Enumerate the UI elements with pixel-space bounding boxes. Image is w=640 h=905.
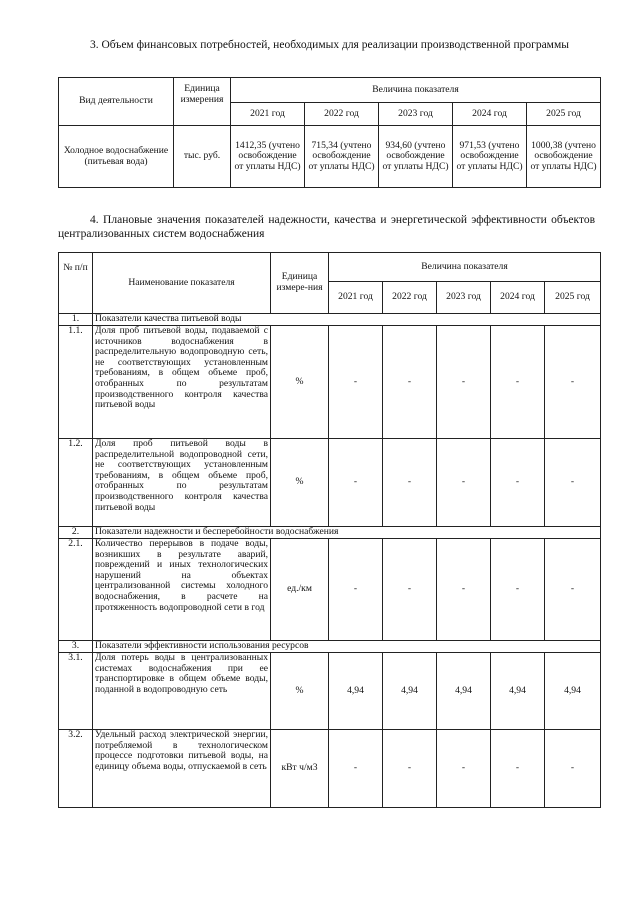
header-year: 2022 год bbox=[305, 103, 379, 126]
row-num: 1.1. bbox=[59, 326, 93, 439]
group-row bbox=[59, 527, 601, 539]
cell-value: 1000,38 (учтено освобождение от уплаты НДС) bbox=[527, 126, 601, 188]
header-num: № п/п bbox=[59, 253, 93, 314]
header-value: Величина показателя bbox=[231, 78, 601, 103]
row-unit: % bbox=[271, 326, 329, 439]
group-num: 2. bbox=[59, 527, 93, 539]
table-row bbox=[59, 730, 601, 808]
row-name: Удельный расход электрической энергии, потребляемой в технологическом процессе подготовки питьевой воды, на единицу объема воды, отпускаемой в сеть bbox=[93, 730, 271, 808]
row-value: 4,94 bbox=[329, 653, 383, 730]
header-year: 2021 год bbox=[329, 282, 383, 314]
row-value: - bbox=[545, 730, 601, 808]
row-num: 3.1. bbox=[59, 653, 93, 730]
header-name: Наименование показателя bbox=[93, 253, 271, 314]
row-value: - bbox=[329, 730, 383, 808]
row-unit: % bbox=[271, 653, 329, 730]
header-unit: Единица измере-ния bbox=[271, 253, 329, 314]
row-num: 1.2. bbox=[59, 439, 93, 527]
header-activity: Вид деятельности bbox=[59, 78, 174, 126]
row-value: - bbox=[383, 730, 437, 808]
cell-value: 971,53 (учтено освобождение от уплаты НДС) bbox=[453, 126, 527, 188]
financial-needs-table bbox=[58, 77, 601, 188]
group-num: 3. bbox=[59, 641, 93, 653]
row-value: - bbox=[491, 539, 545, 641]
row-value: - bbox=[383, 539, 437, 641]
group-title: Показатели надежности и бесперебойности водоснабжения bbox=[93, 527, 601, 539]
header-year: 2022 год bbox=[383, 282, 437, 314]
header-year: 2025 год bbox=[527, 103, 601, 126]
header-year: 2023 год bbox=[379, 103, 453, 126]
row-name: Доля проб питьевой воды, подаваемой с источников водоснабжения в распределительную водопроводную сеть, не соответствующих установленным требованиям, в общем объеме проб, отобранных по результатам производственного контроля качества питьевой воды bbox=[93, 326, 271, 439]
row-num: 2.1. bbox=[59, 539, 93, 641]
row-value: - bbox=[437, 539, 491, 641]
row-value: - bbox=[545, 326, 601, 439]
group-num: 1. bbox=[59, 314, 93, 326]
header-unit: Единица измерения bbox=[174, 78, 231, 126]
section-4-title: 4. Плановые значения показателей надежности, качества и энергетической эффективности объектов централизованных систем водоснабжения bbox=[58, 214, 595, 240]
row-unit: ед./км bbox=[271, 539, 329, 641]
group-row bbox=[59, 641, 601, 653]
group-row bbox=[59, 314, 601, 326]
row-value: - bbox=[437, 730, 491, 808]
row-name: Доля проб питьевой воды в распределительной водопроводной сети, не соответствующих установленным требованиям, в общем объеме проб, отобранных по результатам производственного контроля качества питьевой воды bbox=[93, 439, 271, 527]
cell-value: 715,34 (учтено освобождение от уплаты НДС) bbox=[305, 126, 379, 188]
group-title: Показатели эффективности использования ресурсов bbox=[93, 641, 601, 653]
row-value: - bbox=[545, 439, 601, 527]
table-row bbox=[59, 653, 601, 730]
row-value: - bbox=[329, 539, 383, 641]
row-unit: кВт ч/м3 bbox=[271, 730, 329, 808]
row-value: - bbox=[437, 326, 491, 439]
header-year: 2021 год bbox=[231, 103, 305, 126]
row-value: - bbox=[329, 326, 383, 439]
row-value: - bbox=[329, 439, 383, 527]
cell-unit: тыс. руб. bbox=[174, 126, 231, 188]
cell-value: 1412,35 (учтено освобождение от уплаты НДС) bbox=[231, 126, 305, 188]
row-value: 4,94 bbox=[437, 653, 491, 730]
table-row bbox=[59, 126, 601, 188]
row-name: Доля потерь воды в централизованных системах водоснабжения при ее транспортировке в общем объеме воды, поданной в водопроводную сеть bbox=[93, 653, 271, 730]
row-num: 3.2. bbox=[59, 730, 93, 808]
row-value: - bbox=[545, 539, 601, 641]
row-value: - bbox=[491, 730, 545, 808]
table-row bbox=[59, 539, 601, 641]
group-title: Показатели качества питьевой воды bbox=[93, 314, 601, 326]
header-year: 2025 год bbox=[545, 282, 601, 314]
header-year: 2024 год bbox=[453, 103, 527, 126]
section-3-title: 3. Объем финансовых потребностей, необходимых для реализации производственной программы bbox=[90, 39, 569, 51]
header-value: Величина показателя bbox=[329, 253, 601, 282]
table-row bbox=[59, 326, 601, 439]
row-name: Количество перерывов в подаче воды, возникших в результате аварий, повреждений и иных технологических нарушений на объектах централизованной системы холодного водоснабжения, в расчете на протяженность водопроводной сети в год bbox=[93, 539, 271, 641]
cell-value: 934,60 (учтено освобождение от уплаты НДС) bbox=[379, 126, 453, 188]
header-year: 2023 год bbox=[437, 282, 491, 314]
row-value: 4,94 bbox=[383, 653, 437, 730]
header-year: 2024 год bbox=[491, 282, 545, 314]
indicators-table bbox=[58, 252, 601, 808]
row-value: - bbox=[383, 439, 437, 527]
row-value: - bbox=[437, 439, 491, 527]
cell-activity: Холодное водоснабжение (питьевая вода) bbox=[59, 126, 174, 188]
row-value: 4,94 bbox=[545, 653, 601, 730]
row-value: 4,94 bbox=[491, 653, 545, 730]
row-value: - bbox=[383, 326, 437, 439]
row-unit: % bbox=[271, 439, 329, 527]
table-row bbox=[59, 439, 601, 527]
row-value: - bbox=[491, 326, 545, 439]
row-value: - bbox=[491, 439, 545, 527]
